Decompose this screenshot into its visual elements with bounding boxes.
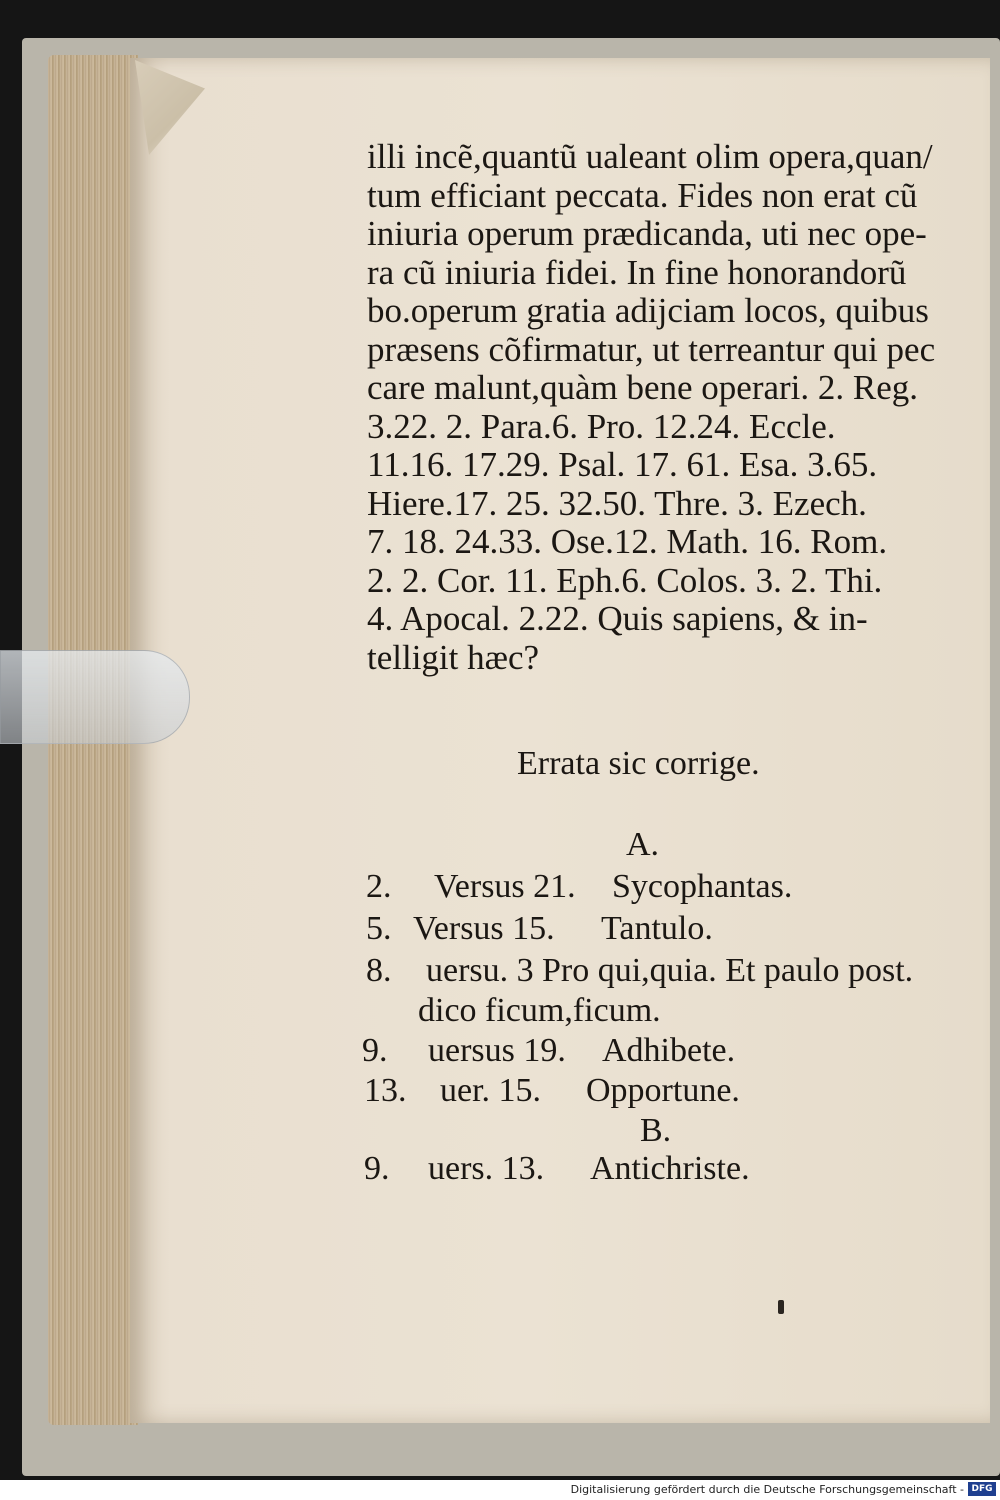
errata-ref: Versus 15. [413,910,555,947]
ink-mark [778,1300,784,1314]
body-text [367,138,957,677]
errata-ref: uersus 19. [428,1032,566,1069]
errata-fix: Antichriste. [590,1150,750,1187]
errata-row [364,1150,750,1188]
text-line: illi incẽ,quantũ ualeant olim opera,quan/ [367,137,933,176]
errata-page: 8. [366,952,392,989]
text-line: tum efficiant peccata. Fides non erat cũ [367,175,918,215]
errata-page: 5. [366,910,392,947]
text-line: 11.16. 17.29. Psal. 17. 61. Esa. 3.65. [367,445,878,484]
errata-row [366,868,792,906]
errata-section-a: A. [626,826,660,863]
errata-page: 9. [364,1150,390,1187]
text-line: Hiere.17. 25. 32.50. Thre. 3. Ezech. [367,483,867,523]
errata-fix: Opportune. [586,1072,740,1109]
text-line: 3.22. 2. Para.6. Pro. 12.24. Eccle. [367,406,836,446]
errata-ref: uers. 13. [428,1150,545,1187]
footer-credit: Digitalisierung gefördert durch die Deutsche Forschungsgemeinschaft - [570,1483,964,1496]
errata-page: 2. [366,868,392,905]
errata-fix: Sycophantas. [612,868,793,905]
errata-row [418,992,661,1030]
errata-row [366,910,713,948]
text-line: 2. 2. Cor. 11. Eph.6. Colos. 3. 2. Thi. [367,560,883,600]
text-line: 4. Apocal. 2.22. Quis sapiens, & in- [367,599,868,638]
text-line: præsens cõfirmatur, ut terreantur qui pec [367,329,936,369]
errata-row [364,1072,740,1110]
errata-page: 13. [364,1072,407,1109]
text-line: bo.operum gratia adijciam locos, quibus [367,291,929,330]
text-line: ra cũ iniuria fidei. In fine honorandorũ [367,252,907,292]
errata-ref: Versus 21. [434,868,576,905]
errata-fix: dico ficum,ficum. [418,992,661,1029]
errata-page: 9. [362,1032,388,1069]
text-line: telligit hæc? [367,637,540,677]
errata-row [362,1032,735,1070]
errata-row [366,952,913,990]
text-line: iniuria operum prædicanda, uti nec ope- [367,214,927,253]
errata-ref: uersu. 3 [426,952,534,989]
text-line: 7. 18. 24.33. Ose.12. Math. 16. Rom. [367,522,888,561]
dfg-logo-icon: DFG [968,1482,996,1496]
errata-section-b: B. [640,1112,672,1149]
errata-fix: Adhibete. [602,1032,736,1069]
errata-ref: uer. 15. [440,1072,542,1109]
errata-fix: Pro qui,quia. Et paulo post. [542,952,914,989]
text-line: care malunt,quàm bene operari. 2. Reg. [367,368,919,407]
book-clip [0,650,190,744]
errata-title: Errata sic corrige. [517,745,760,782]
errata-fix: Tantulo. [601,910,713,947]
